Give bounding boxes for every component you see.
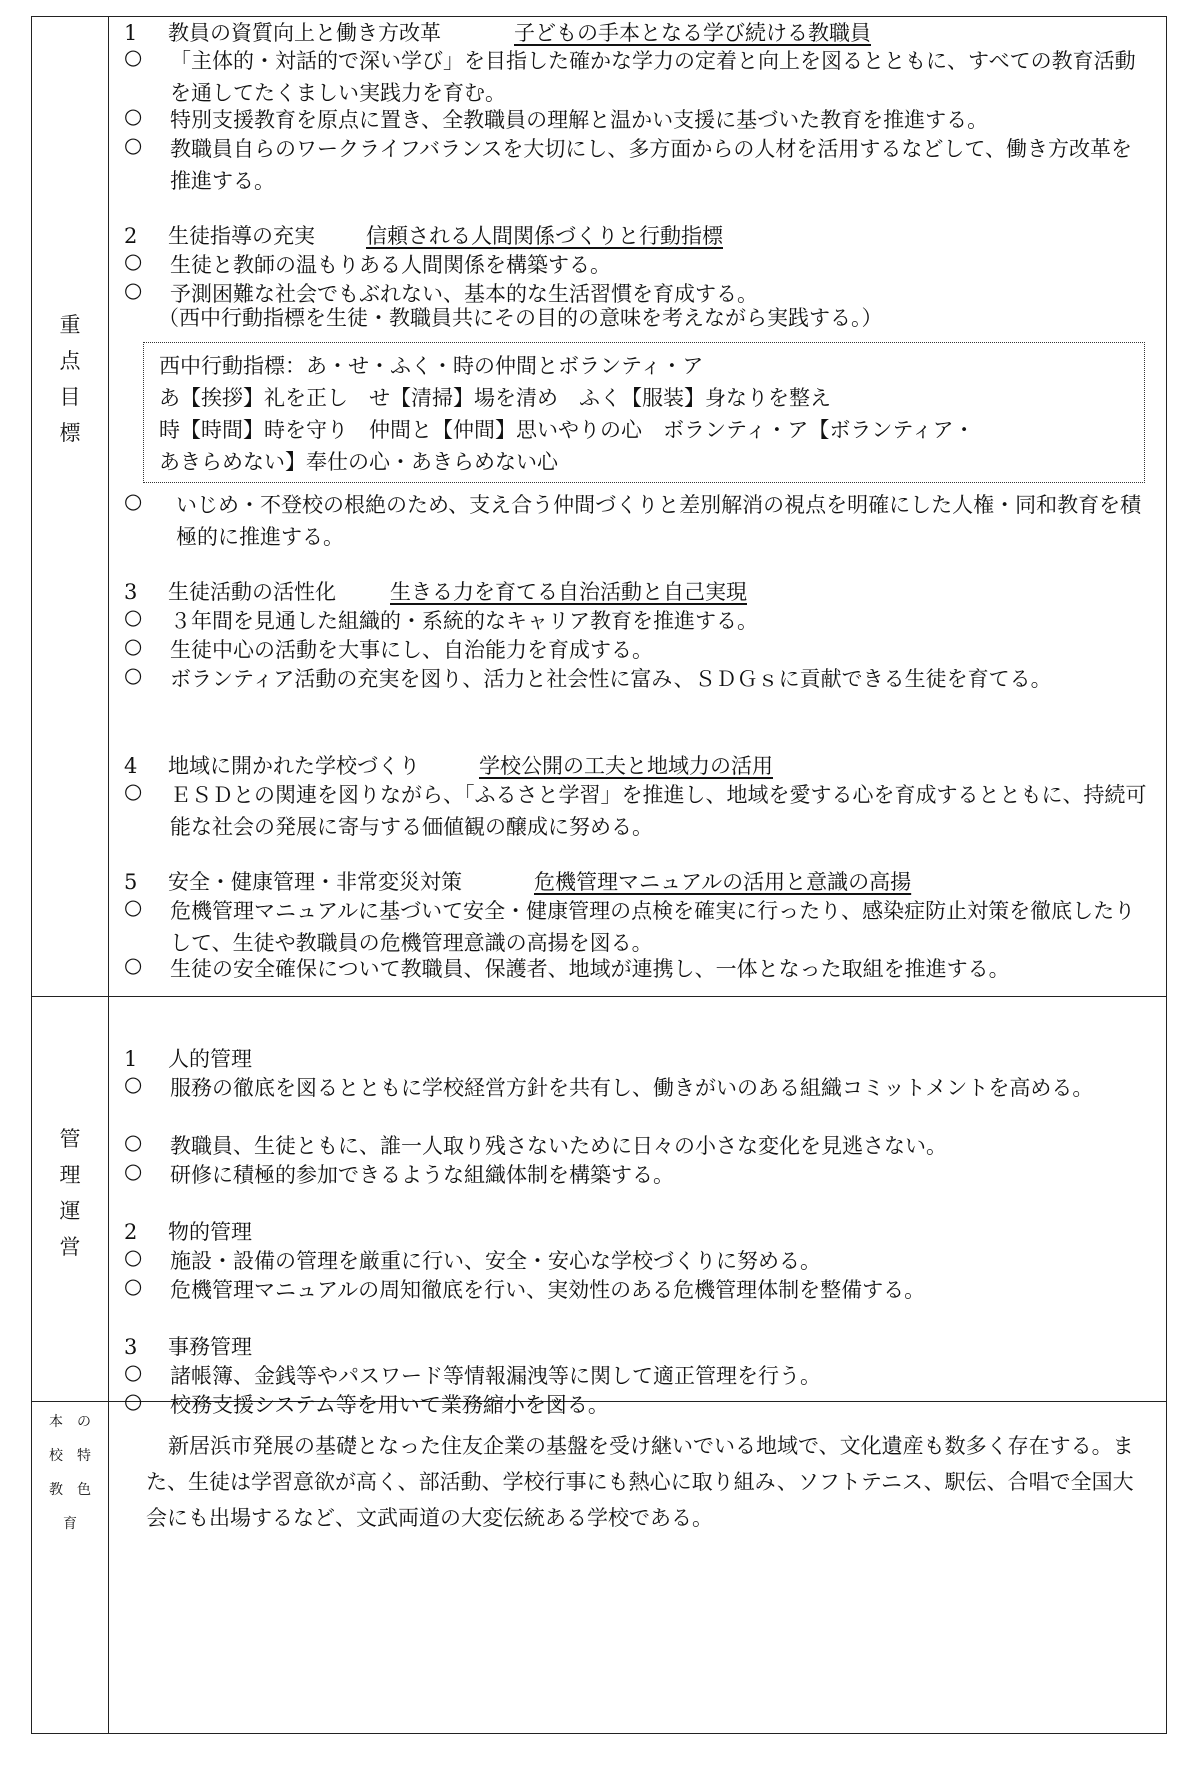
list-item-text: 生徒の安全確保について教職員、保護者、地域が連携し、一体となった取組を推進する。 xyxy=(170,957,1010,981)
list-item-text: ボランティア活動の充実を図り、活力と社会性に富み、ＳＤＧｓに貢献できる生徒を育てる。 xyxy=(170,667,1052,691)
list-item-text: 教職員自らのワークライフバランスを大切にし、多方面からの人材を活用するなどして、働き方改革を推進する。 xyxy=(170,137,1133,193)
bullet-mark: ○ xyxy=(124,634,143,658)
bullet-mark: ○ xyxy=(124,249,143,273)
features-paragraph: 新居浜市発展の基礎となった住友企業の基盤を受け継いでいる地域で、文化遺産も数多く存在する。また、生徒は学習意欲が高く、部活動、学校行事にも熱心に取り組み、ソフトテニス、駅伝、合唱で全国大会にも出場するなど、文武両道の大変伝統ある学校である。 xyxy=(146,1434,1134,1530)
section-heading: 2 物的管理 xyxy=(124,1220,252,1244)
school-policy-table xyxy=(31,16,1167,1734)
list-item-text: ＥＳＤとの関連を図りながら、「ふるさと学習」を推進し、地域を愛する心を育成するとともに、持続可能な社会の発展に寄与する価値観の醸成に努める。 xyxy=(170,783,1147,839)
bullet-mark: ○ xyxy=(124,953,143,977)
management-label: 管 理 運 営 xyxy=(59,1127,81,1259)
list-item-text: ３年間を見通した組織的・系統的なキャリア教育を推進する。 xyxy=(170,609,758,633)
bullet-mark: ○ xyxy=(124,1360,143,1384)
list-item-text: 研修に積極的参加できるような組織体制を構築する。 xyxy=(170,1163,674,1187)
action-indicator-box: 西中行動指標：あ・せ・ふく・時の仲間とボランティ・ア あ【挨拶】礼を正し せ【清掃】場を清め ふく【服装】身なりを整え 時【時間】時を守り 仲間と【仲間】思いやりの心 ボランティ・ア【ボランティア・ あきらめない】奉仕の心・あきらめない心 xyxy=(143,342,1145,483)
section-heading: 3 事務管理 xyxy=(124,1335,252,1359)
section-heading: 2 生徒指導の充実 信頼される人間関係づくりと行動指標 xyxy=(124,224,723,248)
list-item-text: 危機管理マニュアルに基づいて安全・健康管理の点検を確実に行ったり、感染症防止対策を徹底したりして、生徒や教職員の危機管理意識の高揚を図る。 xyxy=(170,899,1136,955)
list-item-text: 施設・設備の管理を厳重に行い、安全・安心な学校づくりに努める。 xyxy=(170,1249,821,1273)
note-text: （西中行動指標を生徒・教職員共にその目的の意味を考えながら実践する。） xyxy=(158,306,883,330)
goals-label: 重 点 目 標 xyxy=(59,313,81,445)
bullet-mark: ○ xyxy=(124,104,143,128)
section-heading: 5 安全・健康管理・非常変災対策 危機管理マニュアルの活用と意識の高揚 xyxy=(124,870,912,894)
goals-content xyxy=(124,17,1152,996)
list-item-text: 諸帳簿、金銭等やパスワード等情報漏洩等に関して適正管理を行う。 xyxy=(170,1364,821,1388)
list-item-text: 教職員、生徒ともに、誰一人取り残さないために日々の小さな変化を見逃さない。 xyxy=(170,1134,947,1158)
section-heading: 1 教員の資質向上と働き方改革 子どもの手本となる学び続ける教職員 xyxy=(124,21,871,45)
list-item-text: 特別支援教育を原点に置き、全教職員の理解と温かい支援に基づいた教育を推進する。 xyxy=(170,108,989,132)
list-item-text: 校務支援システム等を用いて業務縮小を図る。 xyxy=(170,1393,609,1417)
column-divider xyxy=(108,17,109,1733)
bullet-mark: ○ xyxy=(124,605,143,629)
list-item-text: 服務の徹底を図るとともに学校経営方針を共有し、働きがいのある組織コミットメントを高める。 xyxy=(170,1076,1094,1100)
list-item-text: 生徒中心の活動を大事にし、自治能力を育成する。 xyxy=(170,638,653,662)
bullet-mark: ○ xyxy=(124,1389,143,1413)
row-divider xyxy=(32,996,1166,997)
list-item-text: 「主体的・対話的で深い学び」を目指した確かな学力の定着と向上を図るとともに、すべての教育活動を通してたくましい実践力を育む。 xyxy=(170,49,1136,105)
list-item-text: 予測困難な社会でもぶれない、基本的な生活習慣を育成する。 xyxy=(170,282,758,306)
features-label: 本 の 校 特 教 色 育 xyxy=(49,1414,91,1532)
bullet-mark: ○ xyxy=(124,133,143,157)
section-heading: 3 生徒活動の活性化 生きる力を育てる自治活動と自己実現 xyxy=(124,580,747,604)
bullet-mark: ○ xyxy=(124,1130,143,1154)
bullet-mark: ○ xyxy=(124,1159,143,1183)
bullet-mark: ○ xyxy=(124,278,143,302)
bullet-mark: ○ xyxy=(124,1245,143,1269)
bullet-mark: ○ xyxy=(124,663,143,687)
list-item-text: 危機管理マニュアルの周知徹底を行い、実効性のある危機管理体制を整備する。 xyxy=(170,1278,926,1302)
bullet-mark: ○ xyxy=(124,489,143,513)
section-heading: 1 人的管理 xyxy=(124,1047,252,1071)
bullet-mark: ○ xyxy=(124,1072,143,1096)
bullet-mark: ○ xyxy=(124,1274,143,1298)
section-heading: 4 地域に開かれた学校づくり 学校公開の工夫と地域力の活用 xyxy=(124,754,773,778)
list-item-text: 生徒と教師の温もりある人間関係を構築する。 xyxy=(170,253,611,277)
bullet-mark: ○ xyxy=(124,45,143,69)
bullet-mark: ○ xyxy=(124,895,143,919)
bullet-mark: ○ xyxy=(124,779,143,803)
list-item-text: いじめ・不登校の根絶のため、支え合う仲間づくりと差別解消の視点を明確にした人権・同和教育を積極的に推進する。 xyxy=(176,493,1142,549)
